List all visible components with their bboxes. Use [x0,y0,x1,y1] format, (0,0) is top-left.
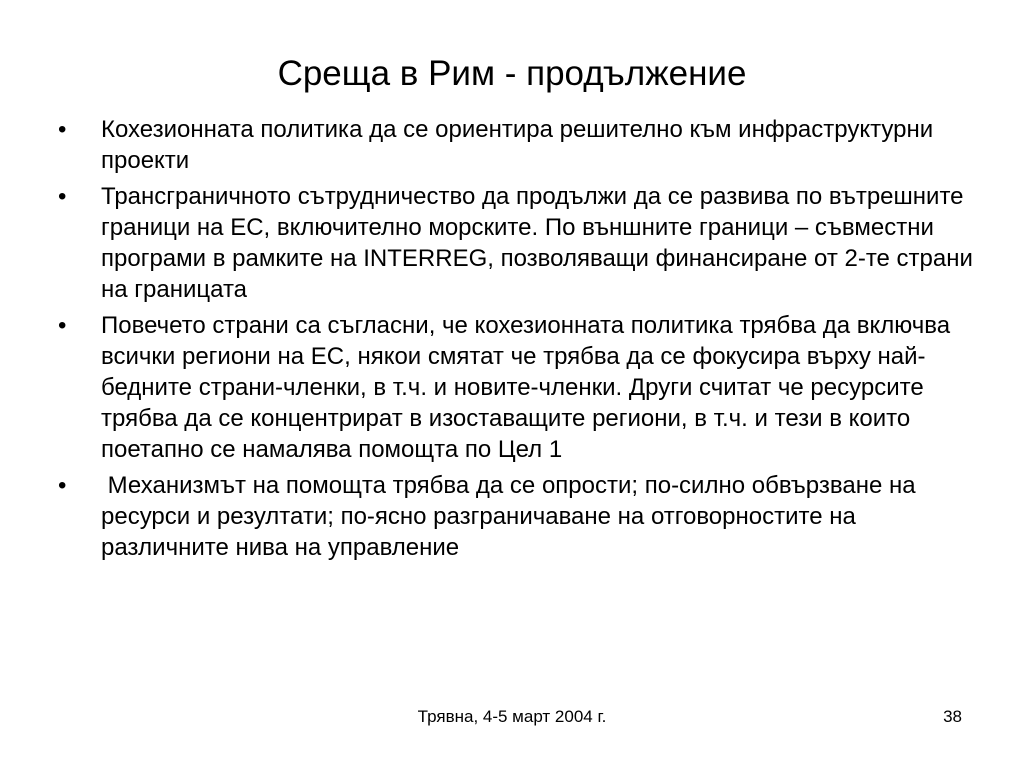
slide-title: Среща в Рим - продължение [277,54,747,93]
footer-text: Трявна, 4-5 март 2004 г. [417,707,607,726]
bullet-marker: • [58,183,67,210]
bullet-list [55,114,975,568]
bullet-marker: • [58,116,67,143]
bullet-text: Кохезионната политика да се ориентира решително към инфраструктурни проекти [101,116,934,174]
bullet-item [55,470,975,563]
bullet-marker: • [58,312,67,339]
bullet-text: Трансграничното сътрудничество да продължи да се развива по вътрешните граници на ЕС, включително морските. По външните граници – съвместни програми в рамките на INTERREG, позволяващи финансиране от 2-те страни на границата [101,183,973,303]
bullet-item [55,114,975,176]
bullet-text: Механизмът на помощта трябва да се опрости; по-силно обвързване на ресурси и резултати; по-ясно разграничаване на отговорностите на различните нива на управление [101,472,923,561]
bullet-item [55,310,975,465]
bullet-text: Повечето страни са съгласни, че кохезионната политика трябва да включва всички региони на ЕС, някои смятат че трябва да се фокусира върху най-бедните страни-членки, в т.ч. и новите-членки. Други считат че ресурсите трябва да се концентрират в изоставащите региони, в т.ч. и тези в които поетапно се намалява помощта по Цел 1 [101,312,951,463]
page-number: 38 [943,707,962,726]
bullet-marker: • [58,472,67,499]
bullet-item [55,181,975,305]
